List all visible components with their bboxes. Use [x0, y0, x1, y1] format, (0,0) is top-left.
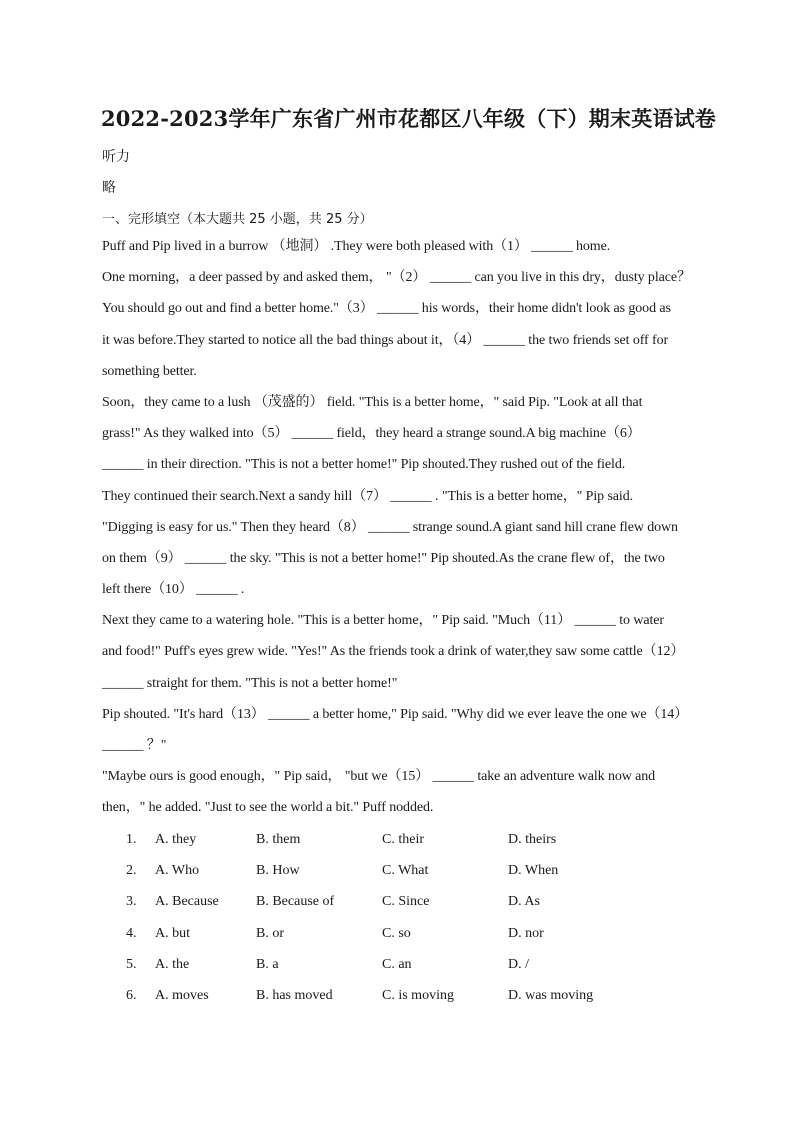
question-number: 5.	[126, 956, 137, 972]
passage-line: Puff and Pip lived in a burrow （地洞） .They were both pleased with（1） ______ home.	[102, 239, 611, 254]
option-c: C. What	[382, 863, 429, 879]
passage-line: Pip shouted. "It's hard（13） ______ a better home," Pip said. "Why did we ever leave the one we（14）	[102, 706, 689, 722]
passage-line: "Digging is easy for us." Then they heard（8） ______ strange sound.A giant sand hill crane flew down	[102, 519, 678, 535]
passage-line: grass!" As they walked into（5） ______ field，they heard a strange sound.A big machine（6）	[102, 426, 641, 442]
exam-title: 2022-2023学年广东省广州市花都区八年级（下）期末英语试卷	[101, 106, 717, 131]
option-d: D. theirs	[508, 832, 557, 847]
passage-line: it was before.They started to notice all the bad things about it，（4） ______ the two friends set off for	[102, 332, 669, 348]
question-number: 2.	[126, 863, 137, 879]
passage-line: "Maybe ours is good enough，" Pip said， "but we（15） ______ take an adventure walk now and	[102, 769, 656, 785]
option-d: D. was moving	[508, 987, 594, 1003]
option-d: D. nor	[508, 925, 544, 941]
option-b: B. a	[256, 956, 279, 972]
cloze-passage	[102, 237, 722, 830]
option-a: A. they	[155, 832, 197, 847]
option-c: C. an	[382, 956, 412, 972]
passage-line: ______ straight for them. "This is not a better home!"	[102, 675, 398, 691]
question-row	[126, 861, 686, 892]
option-a: A. but	[155, 925, 190, 941]
question-number: 3.	[126, 894, 137, 910]
option-b: B. has moved	[256, 987, 333, 1003]
question-number: 4.	[126, 925, 137, 941]
question-row	[126, 892, 686, 923]
option-c: C. so	[382, 925, 411, 941]
question-number: 1.	[126, 832, 137, 847]
passage-line: left there（10） ______ .	[102, 582, 245, 598]
option-c: C. their	[382, 832, 424, 847]
passage-line: on them（9） ______ the sky. "This is not a better home!" Pip shouted.As the crane flew of，the two	[102, 550, 665, 566]
option-b: B. Because of	[256, 894, 335, 910]
passage-line: then，" he added. "Just to see the world a bit." Puff nodded.	[102, 800, 434, 816]
passage-line: Soon，they came to a lush （茂盛的） field. "This is a better home，" said Pip. "Look at all that	[102, 394, 643, 410]
listening-heading: 听力	[102, 149, 130, 165]
section-heading: 一、完形填空（本大题共 25 小题，共 25 分）	[102, 212, 373, 227]
option-d: D. When	[508, 863, 559, 879]
passage-line: ______ ？"	[102, 738, 167, 753]
option-d: D. /	[508, 956, 529, 972]
passage-line: ______ in their direction. "This is not a better home!" Pip shouted.They rushed out of the field.	[102, 457, 626, 473]
passage-line: You should go out and find a better home."（3） ______ his words，their home didn't look as good as	[102, 301, 671, 317]
option-a: A. the	[155, 956, 190, 972]
question-number: 6.	[126, 987, 137, 1003]
question-options	[126, 830, 686, 1017]
option-c: C. is moving	[382, 987, 454, 1003]
option-a: A. Who	[155, 863, 200, 879]
option-c: C. Since	[382, 894, 430, 910]
option-b: B. or	[256, 925, 284, 941]
passage-line: One morning，a deer passed by and asked them， "（2） ______ can you live in this dry，dusty place？	[102, 270, 691, 286]
question-row	[126, 924, 686, 955]
listening-note: 略	[102, 180, 116, 196]
option-a: A. moves	[155, 987, 209, 1003]
passage-line: something better.	[102, 363, 197, 379]
option-d: D. As	[508, 894, 540, 910]
passage-line: and food!" Puff's eyes grew wide. "Yes!" As the friends took a drink of water,they saw some cattle（12）	[102, 644, 685, 660]
passage-line: Next they came to a watering hole. "This is a better home，" Pip said. "Much（11） ______ to water	[102, 613, 664, 629]
question-row	[126, 830, 686, 861]
option-b: B. How	[256, 863, 300, 879]
option-b: B. them	[256, 832, 301, 847]
question-row	[126, 955, 686, 986]
passage-line: They continued their search.Next a sandy hill（7） ______ . "This is a better home，" Pip said.	[102, 488, 634, 504]
option-a: A. Because	[155, 894, 219, 910]
question-row	[126, 986, 686, 1017]
